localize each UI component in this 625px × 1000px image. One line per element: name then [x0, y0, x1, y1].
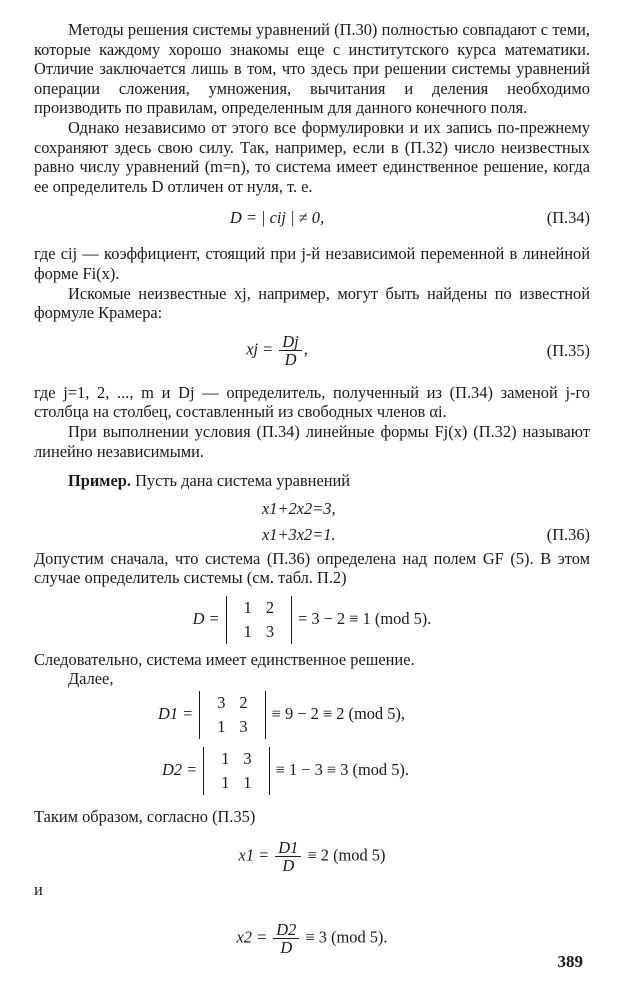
determinant-d-rhs: = 3 − 2 ≡ 1 (mod 5).: [298, 608, 432, 628]
equation-p36: [34, 495, 590, 549]
determinant-d2-cell: 1: [243, 773, 252, 793]
equation-x1-fraction: [275, 839, 301, 874]
equation-p35-denominator: D: [284, 349, 297, 369]
conjunction-and: и: [34, 879, 43, 899]
equation-x1-lhs: x1 =: [238, 844, 270, 864]
equation-p34-number: (П.34): [546, 208, 590, 228]
determinant-d2: [34, 747, 590, 795]
paragraph-consequently: Следовательно, система имеет единственное решение.: [34, 649, 415, 669]
equation-x2-denominator: D: [280, 938, 293, 958]
example-label: Пример.: [68, 471, 131, 491]
paragraph-unknowns: Искомые неизвестные xj, например, могут быть найдены по известной формуле Крамера:: [34, 283, 590, 323]
equation-x2-numerator: D2: [273, 921, 299, 939]
equation-p35: [34, 327, 590, 383]
determinant-d2-cell: 3: [243, 749, 252, 769]
determinant-d1-cell: 2: [239, 693, 248, 713]
page-number: 389: [557, 952, 583, 971]
determinant-d1-cell: 3: [217, 693, 226, 713]
determinant-d1: [34, 691, 590, 739]
determinant-d2-rhs: ≡ 1 − 3 ≡ 3 (mod 5).: [275, 759, 409, 779]
determinant-d1-cell: 3: [239, 717, 248, 737]
equation-x1-denominator: D: [282, 855, 295, 875]
example-heading: [34, 471, 590, 491]
determinant-d2-cell: 1: [221, 749, 230, 769]
paragraph-gf5: Допустим сначала, что система (П.36) определена над полем GF (5). В этом случае определитель системы (см. табл. П.2): [34, 548, 590, 588]
equation-x1-numerator: D1: [275, 839, 301, 857]
equation-p36-line1: x1+2x2=3,: [262, 498, 336, 518]
determinant-d-cell: 1: [243, 597, 252, 617]
equation-p35-lhs: xj =: [246, 338, 274, 358]
equation-x2-fraction: [273, 921, 299, 956]
paragraph-independence: При выполнении условия (П.34) линейные формы Fj(x) (П.32) называют линейно независимыми.: [34, 421, 590, 461]
determinant-d2-cell: 1: [221, 773, 230, 793]
determinant-d1-lhs: D1 =: [158, 703, 194, 723]
page: [34, 20, 590, 956]
equation-p34-formula: D = | cij | ≠ 0,: [229, 208, 325, 228]
paragraph-formulations: Однако независимо от этого все формулировки и их запись по-прежнему сохраняют здесь свою силу. Так, например, если в (П.32) число неизвестных равно числу уравнений (m=n), то система имеет единственное решение, когда ее определитель D отличен от нуля, т. е.: [34, 117, 590, 196]
equation-p35-numerator: Dj: [279, 333, 301, 351]
equation-p36-line2: x1+3x2=1.: [262, 524, 336, 544]
equation-p35-tail: ,: [303, 338, 308, 358]
equation-x2-lhs: x2 =: [236, 927, 268, 947]
equation-p35-fraction: [279, 333, 301, 368]
equation-x2-rhs: ≡ 3 (mod 5).: [305, 927, 388, 947]
equation-p34: [34, 204, 590, 244]
determinant-d: [34, 596, 590, 644]
paragraph-further: Далее,: [68, 669, 114, 689]
example-text: Пусть дана система уравнений: [135, 471, 351, 491]
equation-x1: [34, 839, 590, 874]
paragraph-thus: Таким образом, согласно (П.35): [34, 807, 256, 827]
determinant-d-cell: 2: [265, 597, 275, 617]
determinant-d1-rhs: ≡ 9 − 2 ≡ 2 (mod 5),: [271, 703, 405, 723]
paragraph-cij-definition: где cij — коэффициент, стоящий при j-й независимой переменной в линейной форме Fi(x).: [34, 244, 590, 283]
determinant-d-cell: 1: [243, 621, 252, 641]
determinant-d-lhs: D =: [192, 608, 220, 628]
paragraph-dj-definition: где j=1, 2, ..., m и Dj — определитель, полученный из (П.34) заменой j-го столбца на столбец, составленный из свободных членов αi.: [34, 382, 590, 422]
equation-p35-number: (П.35): [546, 340, 590, 360]
determinant-d1-cell: 1: [217, 717, 226, 737]
determinant-d-matrix: [226, 596, 292, 644]
paragraph-methods: Методы решения системы уравнений (П.30) полностью совпадают с теми, которые каждому хорошо знакомы еще с институтского курса математики. Отличие заключается лишь в том, что здесь при решении системы уравнений операции сложения, умножения, вычитания и деления необходимо производить по правилам, определенным для данного конечного поля.: [34, 20, 590, 118]
determinant-d-cell: 3: [265, 621, 275, 641]
equation-p36-number: (П.36): [546, 524, 590, 544]
determinant-d1-matrix: [199, 691, 265, 739]
determinant-d2-matrix: [203, 747, 269, 795]
determinant-d2-lhs: D2 =: [162, 759, 198, 779]
equation-x1-rhs: ≡ 2 (mod 5): [307, 844, 386, 864]
equation-x2: [34, 921, 590, 956]
